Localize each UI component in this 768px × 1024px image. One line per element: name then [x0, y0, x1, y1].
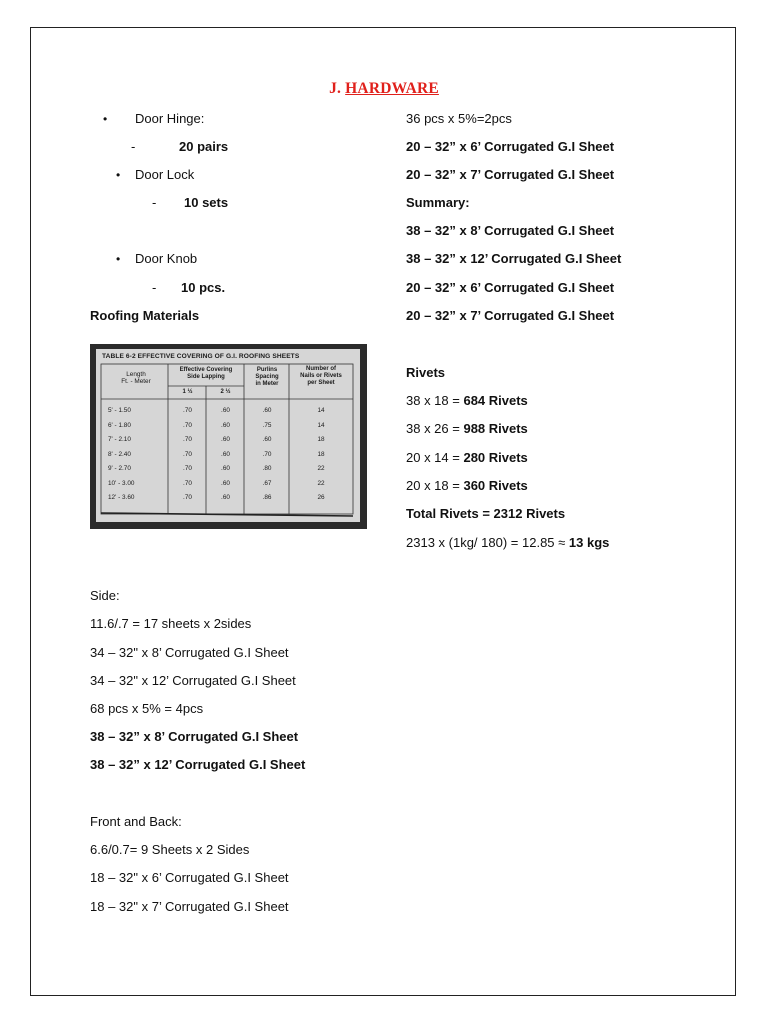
dash-icon: - [131, 139, 136, 154]
roofing-table [96, 349, 360, 522]
rivet-result: 988 Rivets [463, 421, 528, 436]
bullet-icon: • [116, 252, 121, 266]
table-cell: .60 [221, 436, 230, 443]
door-knob-qty: 10 pcs. [181, 280, 226, 295]
heading-prefix: J. [329, 80, 346, 97]
right-line: 38 – 32” x 12’ Corrugated G.I Sheet [406, 251, 622, 266]
lower-line: 11.6/.7 = 17 sheets x 2sides [90, 616, 252, 631]
table-cell: .60 [221, 479, 230, 487]
roofing-table-image [90, 344, 367, 529]
dash-icon: - [152, 195, 157, 210]
heading-title: HARDWARE [345, 80, 439, 97]
right-line: 20 – 32” x 7’ Corrugated G.I Sheet [406, 308, 615, 323]
door-hinge-qty: 20 pairs [179, 139, 229, 154]
table-cell: .80 [262, 465, 272, 472]
rivet-calc: 20 x 18 = [406, 478, 464, 493]
lower-line: 34 – 32" x 12’ Corrugated G.I Sheet [90, 673, 296, 688]
table-cell: .70 [183, 436, 192, 443]
door-lock-label: Door Lock [135, 167, 195, 182]
table-cell: .67 [262, 479, 272, 487]
lower-line: Front and Back: [90, 814, 182, 829]
table-cell: 14 [317, 421, 325, 429]
table-cell: 5' - 1.50 [108, 407, 131, 414]
right-line: 20 – 32” x 6’ Corrugated G.I Sheet [406, 139, 615, 154]
table-cell: .70 [183, 421, 192, 429]
section-heading [0, 80, 768, 98]
lower-line: 68 pcs x 5% = 4pcs [90, 701, 204, 716]
table-cell: .70 [183, 450, 192, 458]
roofing-materials-label: Roofing Materials [90, 308, 200, 323]
roofing-table-title: TABLE 6-2 EFFECTIVE COVERING OF G.I. ROOFING SHEETS [102, 353, 300, 360]
hdr-lap-a: 1 ½ [182, 389, 193, 395]
lower-line: 6.6/0.7= 9 Sheets x 2 Sides [90, 842, 250, 857]
hdr-lap-b: 2 ½ [220, 389, 231, 395]
table-cell: .70 [183, 494, 192, 501]
table-cell: 10' - 3.00 [108, 479, 135, 487]
door-hinge-label: Door Hinge: [135, 111, 205, 126]
hdr-effective: Effective Covering Side Lapping [179, 367, 233, 380]
dash-icon: - [152, 280, 157, 295]
table-cell: 14 [317, 407, 325, 414]
table-cell: 7' - 2.10 [108, 436, 131, 443]
door-lock-qty: 10 sets [184, 195, 229, 210]
hdr-nails: Number of Nails or Rivets per Sheet [300, 366, 342, 386]
rivet-result: 684 Rivets [463, 393, 528, 408]
right-line: Summary: [406, 195, 470, 210]
rivet-line [406, 450, 528, 466]
table-cell: 18 [317, 436, 325, 443]
hdr-purlins: Purlins Spacing in Meter [255, 367, 279, 387]
table-cell: 22 [317, 479, 325, 487]
table-cell: 9' - 2.70 [108, 465, 131, 472]
lower-line: 38 – 32” x 8’ Corrugated G.I Sheet [90, 729, 299, 744]
lower-line: Side: [90, 588, 120, 603]
total-rivets: Total Rivets = 2312 Rivets [406, 506, 566, 521]
bullet-icon: • [116, 168, 121, 182]
table-cell: 22 [317, 465, 325, 472]
table-cell: .70 [183, 465, 192, 472]
rivet-calc: 20 x 14 = [406, 450, 464, 465]
rivet-calc: 38 x 18 = [406, 393, 464, 408]
table-cell: .60 [221, 407, 230, 414]
table-cell: .60 [221, 465, 230, 472]
rivet-line [406, 478, 528, 494]
lower-line: 18 – 32" x 7’ Corrugated G.I Sheet [90, 899, 289, 914]
table-cell: .70 [183, 407, 192, 414]
lower-line: 18 – 32" x 6’ Corrugated G.I Sheet [90, 870, 289, 885]
table-cell: 12' - 3.60 [108, 494, 135, 501]
table-cell: .60 [221, 450, 230, 458]
weight-calc: 2313 x (1kg/ 180) = 12.85 ≈ [406, 535, 569, 550]
door-knob-label: Door Knob [135, 251, 198, 266]
right-line: 36 pcs x 5%=2pcs [406, 111, 512, 126]
rivets-title: Rivets [406, 365, 446, 380]
weight-result: 13 kgs [568, 535, 610, 550]
table-cell: .70 [262, 450, 272, 458]
rivet-result: 360 Rivets [463, 478, 528, 493]
rivet-line [406, 421, 528, 437]
rivet-result: 280 Rivets [463, 450, 528, 465]
table-cell: .75 [262, 421, 272, 429]
table-cell: 8' - 2.40 [108, 450, 131, 458]
table-cell: 26 [317, 494, 325, 501]
rivet-calc: 38 x 26 = [406, 421, 464, 436]
lower-line: 34 – 32" x 8’ Corrugated G.I Sheet [90, 645, 289, 660]
right-line: 38 – 32” x 8’ Corrugated G.I Sheet [406, 223, 615, 238]
right-line: 20 – 32” x 6’ Corrugated G.I Sheet [406, 280, 615, 295]
table-cell: .70 [183, 479, 192, 487]
table-cell: .60 [221, 494, 230, 501]
table-cell: .86 [262, 494, 272, 501]
bullet-icon: • [103, 112, 108, 126]
weight-line [406, 535, 609, 551]
table-cell: 18 [317, 450, 325, 458]
table-cell: 6' - 1.80 [108, 421, 131, 429]
table-cell: .60 [262, 436, 272, 443]
table-cell: .60 [262, 407, 272, 414]
right-line: 20 – 32” x 7’ Corrugated G.I Sheet [406, 167, 615, 182]
lower-line: 38 – 32” x 12’ Corrugated G.I Sheet [90, 757, 306, 772]
table-cell: .60 [221, 421, 230, 429]
rivet-line [406, 393, 528, 409]
hdr-length: Length Ft. - Meter [121, 371, 151, 385]
